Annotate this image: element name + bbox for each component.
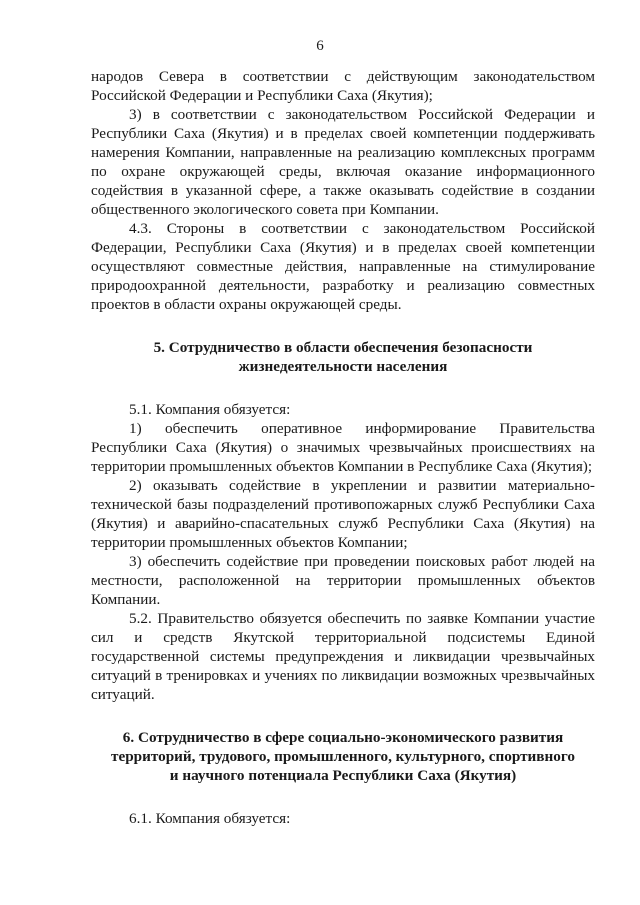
paragraph: 4.3. Стороны в соответствии с законодательством Российской Федерации, Республики Саха (Якутия) и в пределах своей компетенции осуществляют совместные действия, направленные на стимулирование природоохранной деятельности, разработку и реализацию совместных проектов в области охраны окружающей среды. (91, 220, 595, 313)
heading-line: 6. Сотрудничество в сфере социально-экономического развития (122, 729, 564, 746)
heading-line: жизнедеятельности населения (238, 358, 448, 375)
page-number: 6 (316, 38, 324, 54)
paragraph: 6.1. Компания обязуется: (129, 810, 291, 827)
paragraph: 3) в соответствии с законодательством Российской Федерации и Республики Саха (Якутия) и в пределах своей компетенции поддерживать намерения Компании, направленные на реализацию комплексных программ по охране окружающей среды, включая оказание информационного содействия в указанной сфере, а также оказывать содействие в создании общественного экологического совета при Компании. (91, 106, 595, 218)
heading-line: и научного потенциала Республики Саха (Якутия) (169, 767, 517, 784)
paragraph: 1) обеспечить оперативное информирование Правительства Республики Саха (Якутия) о значимых чрезвычайных происшествиях на территории промышленных объектов Компании в Республике Саха (Якутия); (91, 420, 595, 475)
section-5-heading (91, 338, 595, 376)
paragraph: народов Севера в соответствии с действующим законодательством Российской Федерации и Республики Саха (Якутия); (91, 68, 595, 104)
paragraph: 5.1. Компания обязуется: (129, 401, 291, 418)
section-6-heading (91, 728, 595, 785)
heading-line: территорий, трудового, промышленного, культурного, спортивного (111, 748, 575, 765)
paragraph: 3) обеспечить содействие при проведении поисковых работ людей на местности, расположенной на территории промышленных объектов Компании. (91, 553, 595, 608)
heading-line: 5. Сотрудничество в области обеспечения безопасности (153, 339, 533, 356)
document-body (91, 67, 595, 828)
paragraph: 5.2. Правительство обязуется обеспечить по заявке Компании участие сил и средств Якутской территориальной подсистемы Единой государственной системы предупреждения и ликвидации чрезвычайных ситуаций в тренировках и учениях по ликвидации возможных чрезвычайных ситуаций. (91, 610, 595, 703)
paragraph: 2) оказывать содействие в укреплении и развитии материально-технической базы подразделений противопожарных служб Республики Саха (Якутия) и аварийно-спасательных служб Республики Саха (Якутия) на территории промышленных объектов Компании; (91, 477, 595, 551)
